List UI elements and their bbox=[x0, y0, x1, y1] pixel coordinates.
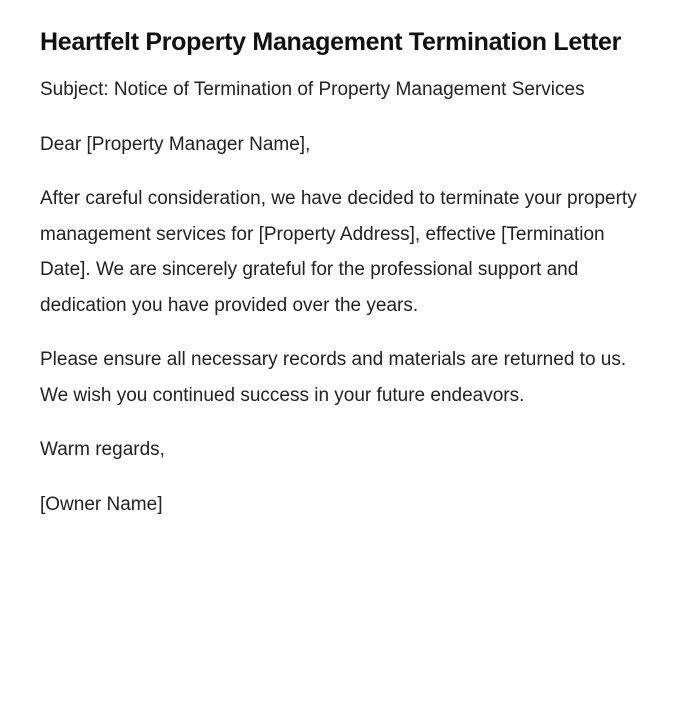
letter-signature: [Owner Name] bbox=[40, 493, 163, 515]
letter-title: Heartfelt Property Management Termination Letter bbox=[40, 28, 622, 56]
letter-salutation: Dear [Property Manager Name], bbox=[40, 133, 311, 155]
letter-closing: Warm regards, bbox=[40, 439, 165, 460]
letter-body-paragraph: After careful consideration, we have decided to terminate your property management services for [Property Address], effective [Termination Date]. We are sincerely grateful for the professional support and dedication you have provided over the years. bbox=[40, 188, 637, 316]
letter-subject: Subject: Notice of Termination of Property Management Services bbox=[40, 79, 585, 100]
letter-body-paragraph: Please ensure all necessary records and materials are returned to us. We wish you continued success in your future endeavors. bbox=[40, 349, 627, 406]
